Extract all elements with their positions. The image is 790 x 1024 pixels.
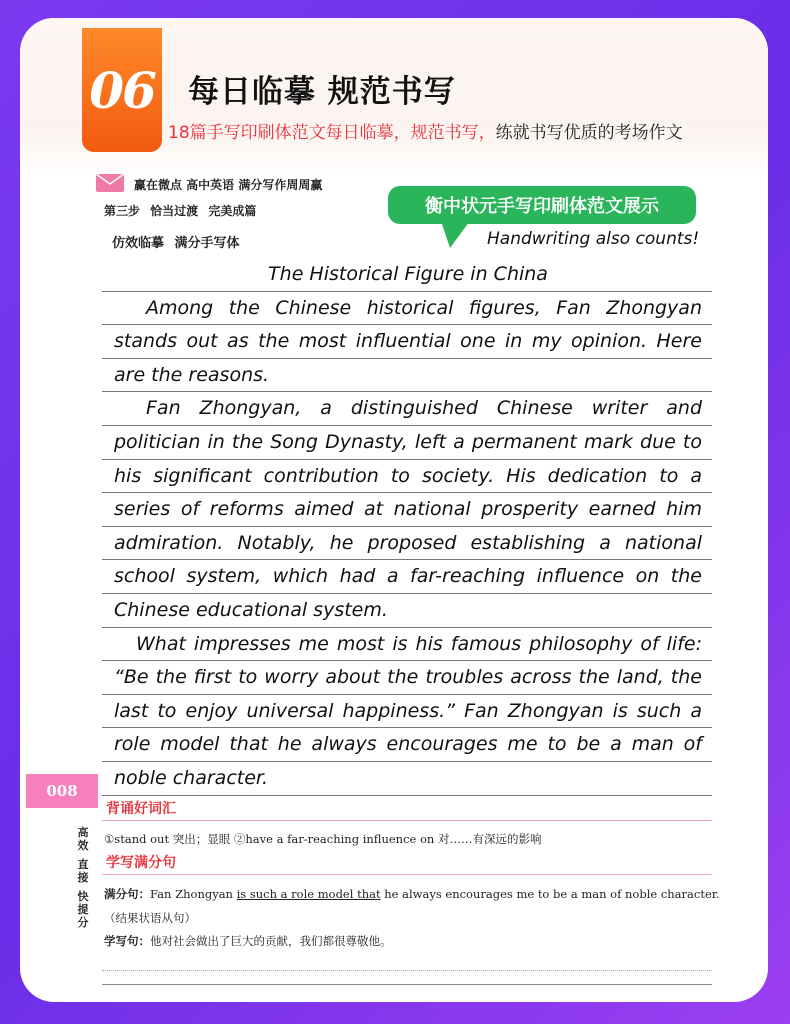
essay-title: The Historical Figure in China	[102, 258, 712, 292]
model-sentence-label: 满分句：	[104, 887, 150, 901]
bubble-caption: Handwriting also counts!	[487, 229, 700, 249]
book-step: 第三步 恰当过渡 完美成篇	[104, 204, 257, 218]
bubble-label: 衡中状元手写印刷体范文展示	[425, 196, 659, 217]
essay-line: his significant contribution to society. His dedication to a	[102, 460, 712, 494]
page-number: 008	[26, 774, 98, 808]
essay-line: admiration. Notably, he proposed establishing a national	[102, 527, 712, 561]
vocab-items: ①stand out 突出；显眼 ②have a far-reaching influence on 对……有深远的影响	[104, 832, 542, 846]
essay-line: noble character.	[102, 762, 712, 796]
envelope-icon	[96, 174, 124, 192]
essay-line: Fan Zhongyan, a distinguished Chinese writer and	[102, 392, 712, 426]
side-text: 直接	[77, 858, 89, 884]
model-sentence-pattern: is such a role model that	[236, 887, 381, 901]
page-title: 每日临摹 规范书写	[188, 74, 456, 110]
practice-sentence	[104, 933, 392, 949]
model-sentence	[104, 886, 720, 902]
essay-line: role model that he always encourages me to be a man of	[102, 728, 712, 762]
essay-line: series of reforms aimed at national prosperity earned him	[102, 493, 712, 527]
book-series: 赢在微点 高中英语 满分写作周周赢	[134, 178, 323, 192]
essay-line: stands out as the most influential one in my opinion. Here	[102, 325, 712, 359]
page-subtitle	[168, 118, 683, 143]
model-sentence-pre: Fan Zhongyan	[150, 887, 237, 901]
sentence-note: （结果状语从句）	[104, 911, 196, 925]
sentence-rule	[102, 874, 712, 875]
essay-line: “Be the first to worry about the troubles across the land, the	[102, 661, 712, 695]
essay-line: are the reasons.	[102, 359, 712, 393]
essay-line: politician in the Song Dynasty, left a permanent mark due to	[102, 426, 712, 460]
speech-bubble	[388, 186, 696, 224]
essay-line: What impresses me most is his famous philosophy of life:	[102, 628, 712, 662]
subtitle-highlight: 18篇手写印刷体范文每日临摹，规范书写，	[168, 123, 496, 143]
essay-line: last to enjoy universal happiness.” Fan Zhongyan is such a	[102, 695, 712, 729]
book-section: 仿效临摹 满分手写体	[112, 236, 240, 251]
vocab-heading: 背诵好词汇	[106, 801, 176, 817]
badge-number: 06	[89, 60, 155, 120]
practice-text: 他对社会做出了巨大的贡献，我们都很尊敬他。	[150, 934, 392, 948]
sentence-heading: 学写满分句	[106, 855, 176, 871]
model-sentence-post: he always encourages me to be a man of noble character.	[380, 887, 720, 901]
side-text: 高效	[77, 826, 89, 852]
section-number-badge	[82, 28, 162, 152]
essay-line: school system, which had a far-reaching influence on the	[102, 560, 712, 594]
bubble-tail	[440, 218, 472, 248]
writing-line	[102, 984, 712, 985]
writing-line	[102, 970, 712, 971]
vocab-rule	[102, 820, 712, 821]
page-card	[20, 18, 768, 1002]
practice-label: 学写句：	[104, 934, 150, 948]
subtitle-rest: 练就书写优质的考场作文	[495, 123, 683, 143]
side-text: 快提分	[77, 890, 89, 929]
essay-line: Chinese educational system.	[102, 594, 712, 628]
essay	[102, 258, 712, 796]
essay-line: Among the Chinese historical figures, Fan Zhongyan	[102, 292, 712, 326]
